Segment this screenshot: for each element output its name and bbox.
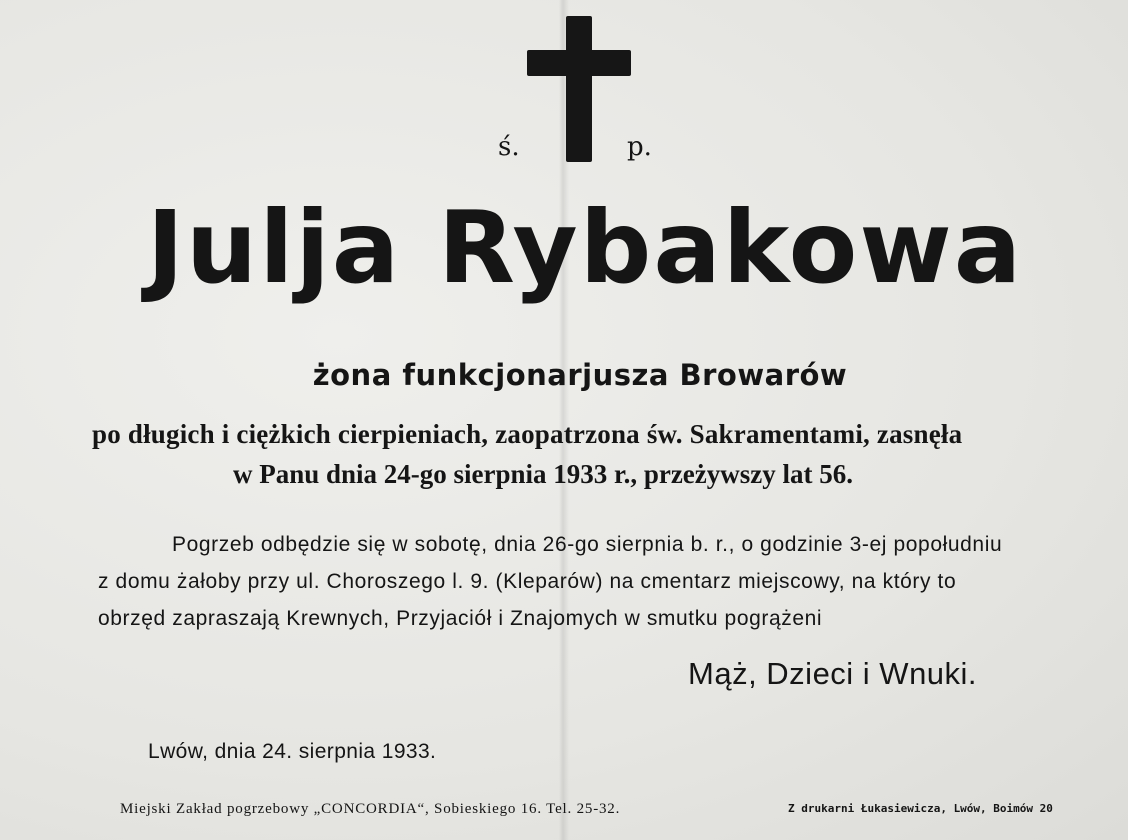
- footer-funeral-home: Miejski Zakład pogrzebowy „CONCORDIA“, Sobieskiego 16. Tel. 25-32.: [120, 801, 621, 817]
- place-date: Lwów, dnia 24. sierpnia 1933.: [148, 740, 437, 763]
- funeral-line-2: z domu żałoby przy ul. Choroszego l. 9. (Kleparów) na cmentarz miejscowy, na który to: [98, 570, 957, 593]
- death-notice-line-2: w Panu dnia 24-go sierpnia 1933 r., przeżywszy lat 56.: [233, 459, 853, 489]
- deceased-name: Julja Rybakowa: [146, 189, 1024, 306]
- footer-printer: Z drukarni Łukasiewicza, Lwów, Boimów 20: [788, 802, 1053, 815]
- cross-icon-bar: [527, 50, 631, 76]
- death-notice-line-1: po długich i ciężkich cierpieniach, zaopatrzona św. Sakramentami, zasnęła: [92, 419, 963, 449]
- cross-icon: [566, 16, 592, 162]
- deceased-subtitle: żona funkcjonarjusza Browarów: [312, 358, 848, 392]
- sp-left: ś.: [498, 132, 520, 162]
- funeral-line-3: obrzęd zapraszają Krewnych, Przyjaciół i Znajomych w smutku pogrążeni: [98, 607, 823, 630]
- funeral-line-1: Pogrzeb odbędzie się w sobotę, dnia 26-go sierpnia b. r., o godzinie 3-ej popołudniu: [172, 533, 1003, 556]
- family-signature: Mąż, Dzieci i Wnuki.: [688, 656, 978, 691]
- sp-right: p.: [627, 132, 652, 162]
